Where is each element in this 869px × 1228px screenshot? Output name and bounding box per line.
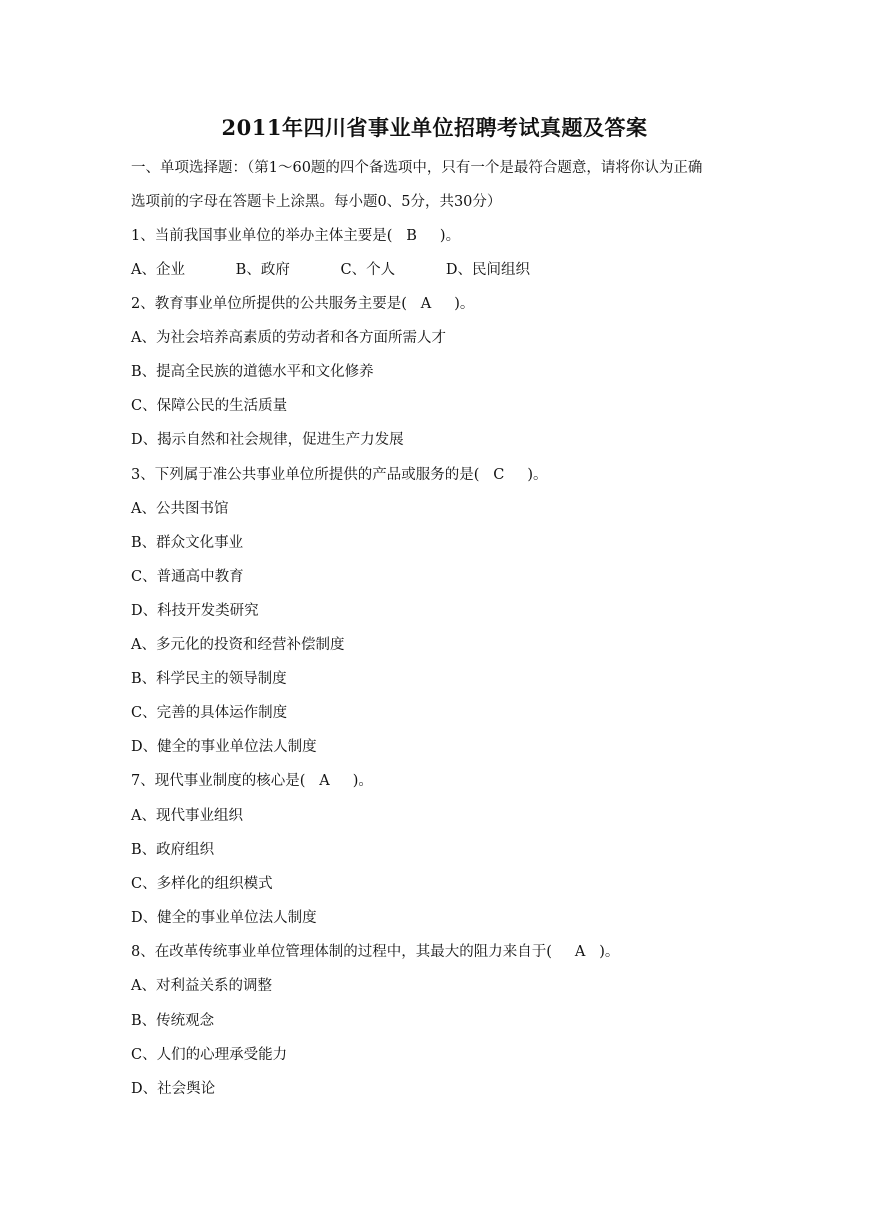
option-line: D、揭示自然和社会规律，促进生产力发展 [131, 432, 404, 448]
instruction-line-1: 一、单项选择题：（第1～60题的四个备选项中，只有一个是最符合题意，请将你认为正确 [131, 160, 703, 176]
question-3: 3、下列属于准公共事业单位所提供的产品或服务的是( C )。 [131, 467, 548, 483]
option-line: A、为社会培养高素质的劳动者和各方面所需人才 [131, 330, 446, 346]
option-line: C、完善的具体运作制度 [131, 705, 288, 721]
option-line: A、现代事业组织 [131, 808, 243, 824]
option-line: C、普通高中教育 [131, 569, 244, 585]
question-1-options: A、企业 B、政府 C、个人 D、民间组织 [131, 262, 530, 278]
option-line: C、多样化的组织模式 [131, 876, 273, 892]
option-line: D、健全的事业单位法人制度 [131, 910, 317, 926]
option-line: B、传统观念 [131, 1013, 215, 1029]
option-line: D、社会舆论 [131, 1081, 216, 1097]
option-line: B、提高全民族的道德水平和文化修养 [131, 364, 374, 380]
question-7: 7、现代事业制度的核心是( A )。 [131, 773, 373, 789]
question-2: 2、教育事业单位所提供的公共服务主要是( A )。 [131, 296, 475, 312]
question-1: 1、当前我国事业单位的举办主体主要是( B )。 [131, 228, 461, 244]
option-line: B、科学民主的领导制度 [131, 671, 287, 687]
option-line: A、对利益关系的调整 [131, 978, 272, 994]
option-line: D、健全的事业单位法人制度 [131, 739, 317, 755]
option-line: D、科技开发类研究 [131, 603, 259, 619]
instruction-line-2: 选项前的字母在答题卡上涂黑。每小题0、5分，共30分） [131, 194, 502, 210]
option-line: C、保障公民的生活质量 [131, 398, 288, 414]
option-line: C、人们的心理承受能力 [131, 1047, 288, 1063]
option-line: B、政府组织 [131, 842, 215, 858]
option-line: A、多元化的投资和经营补偿制度 [131, 637, 345, 653]
document-title: 2011年四川省事业单位招聘考试真题及答案 [221, 115, 648, 140]
question-8: 8、在改革传统事业单位管理体制的过程中，其最大的阻力来自于( A )。 [131, 944, 620, 960]
option-line: B、群众文化事业 [131, 535, 244, 551]
option-line: A、公共图书馆 [131, 501, 229, 517]
